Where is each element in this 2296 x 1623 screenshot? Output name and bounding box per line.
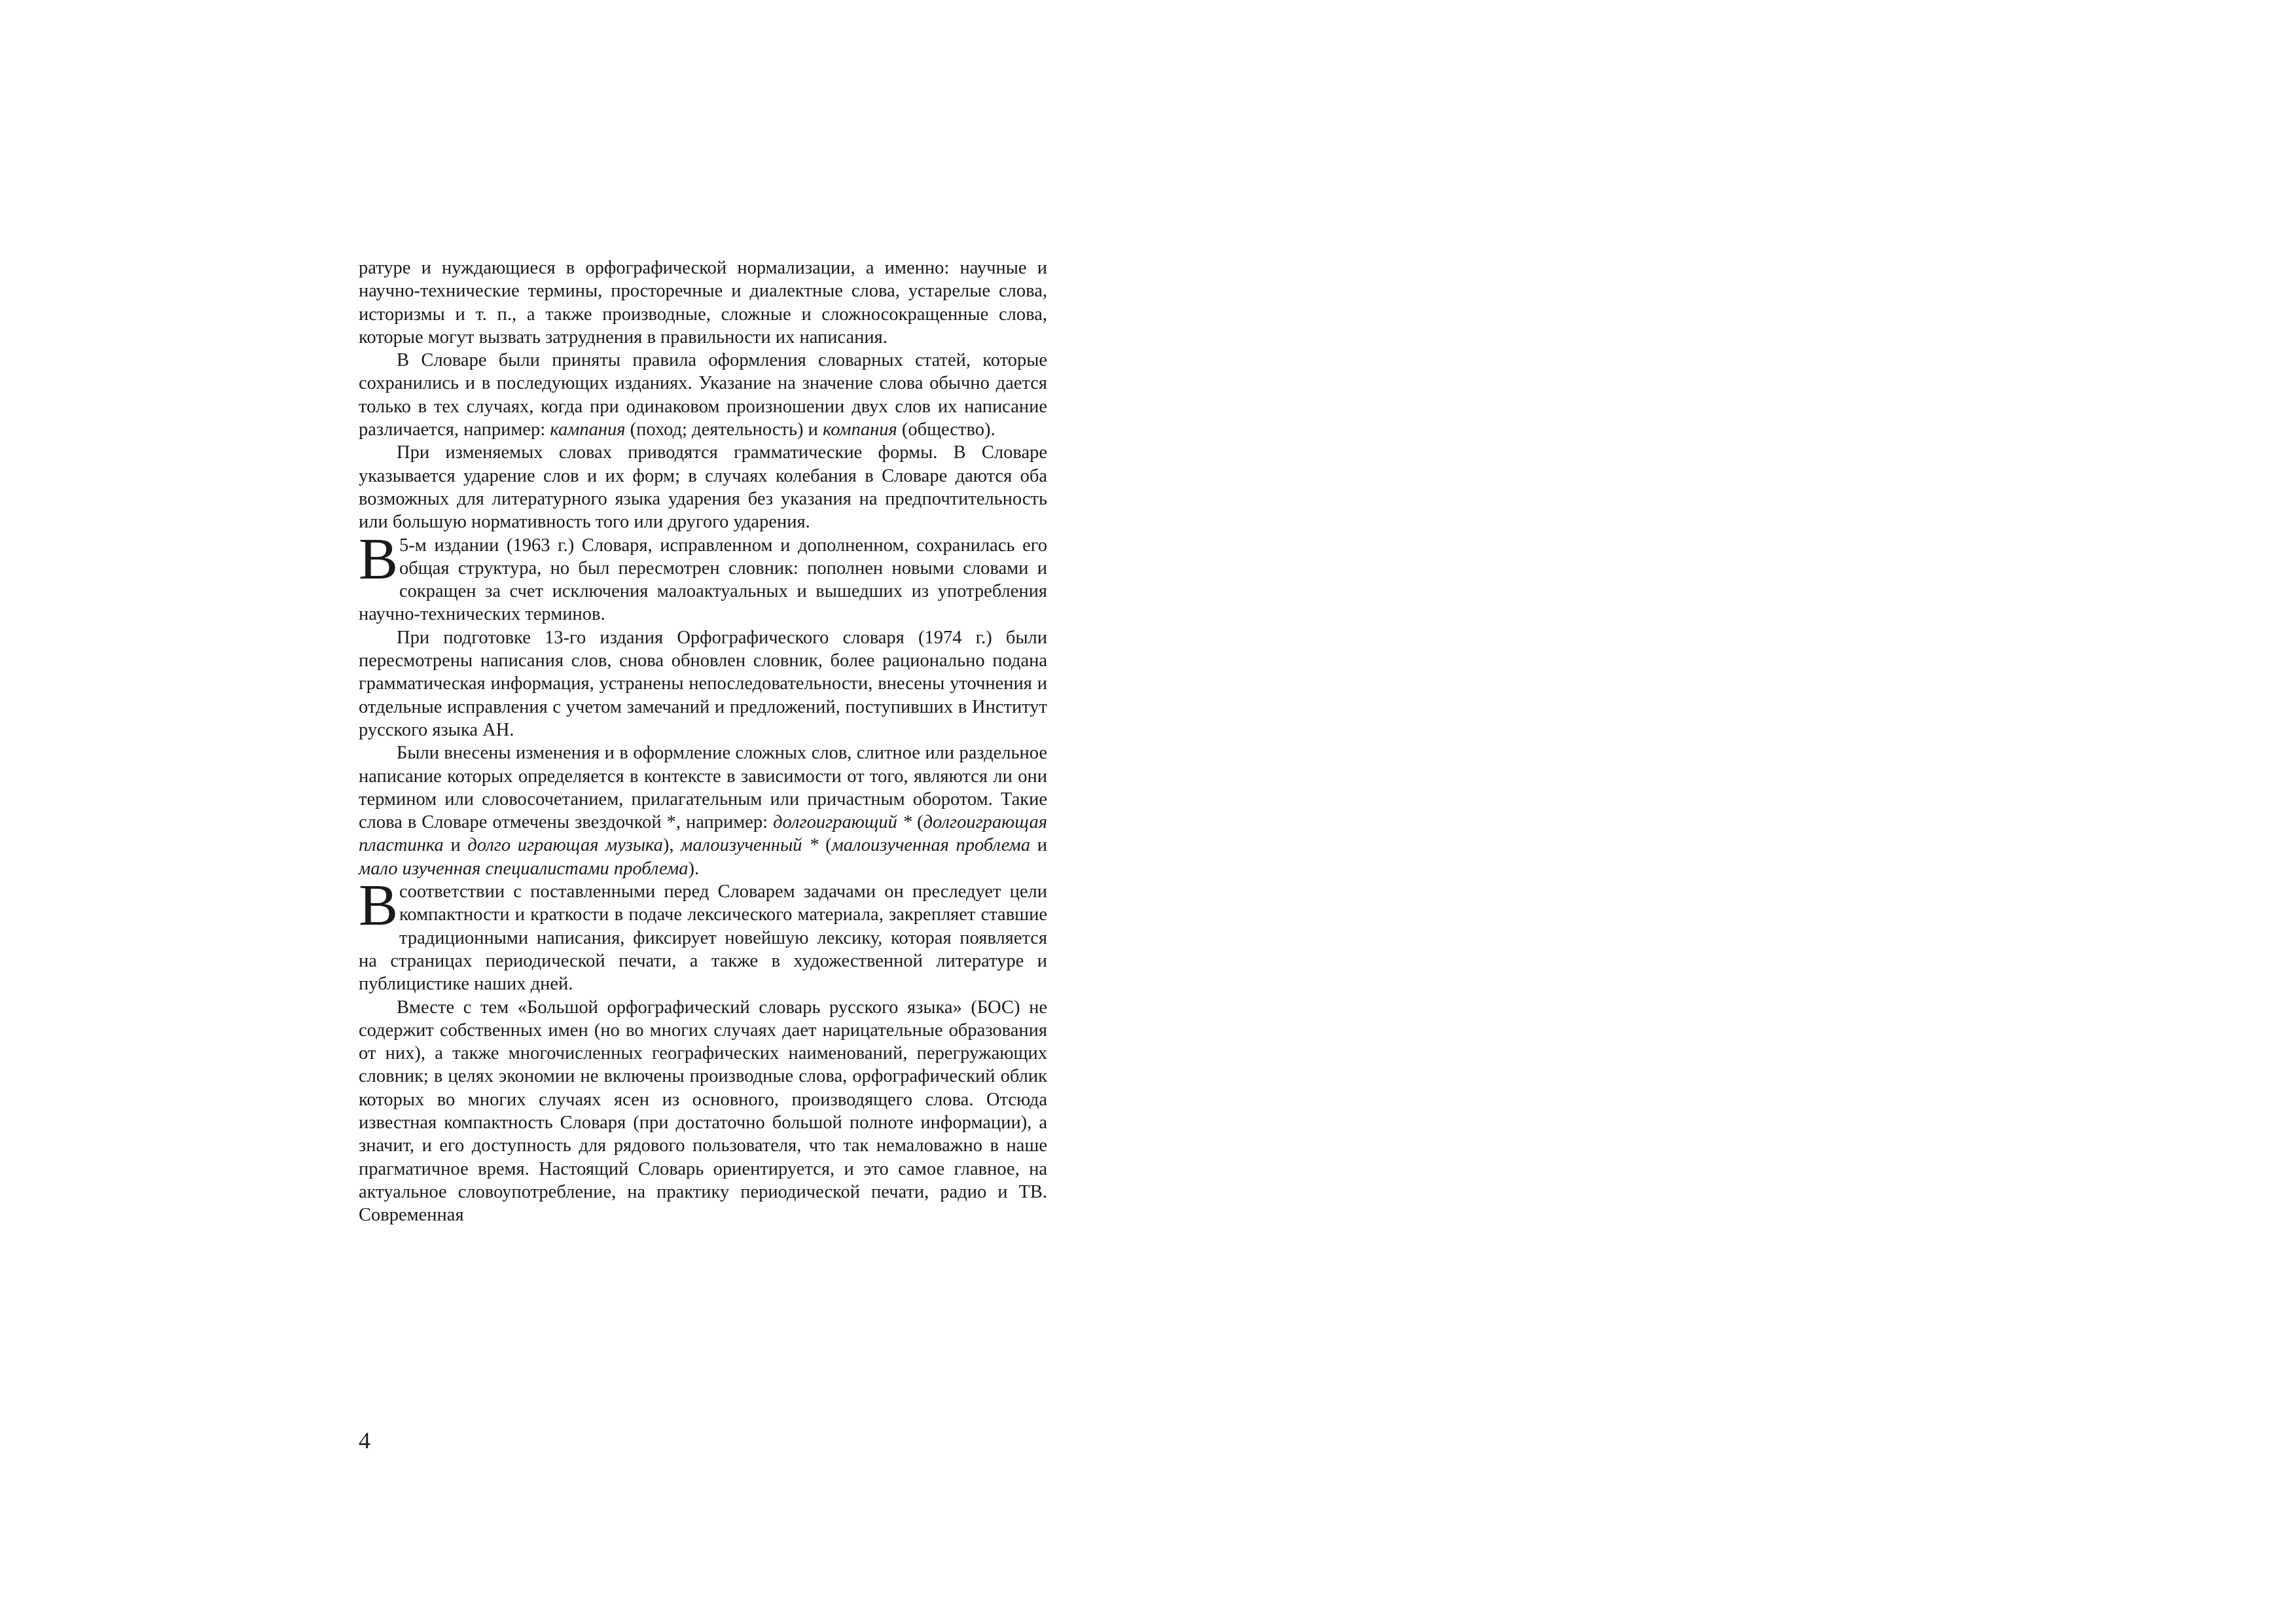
paragraph-grammatical-forms: При изменяемых словах приводятся грамматические формы. В Словаре указывается ударение слов и их форм; в случаях колебания в Словаре даются оба возможных для литературного языка ударения без указания на предпочтительность или большую нормативность того или другого ударения. [359,442,1047,533]
paragraph-article-format: В Словаре были приняты правила оформления словарных статей, которые сохранились и в последующих изданиях. Указание на значение слова обычно дается только в тех случаях, когда при одинаковом произношении двух слов их написание различается, например: кампания (поход; деятельность) и компания (общество). [359,350,1047,440]
paragraph-thirteenth-edition: При подготовке 13-го издания Орфографического словаря (1974 г.) были пересмотрены написания слов, снова обновлен словник, более рационально подана грамматическая информация, устранены непоследовательности, внесены уточнения и отдельные исправления с учетом замечаний и предложений, поступивших в Институт русского языка АН. [359,627,1047,740]
paragraph-dictionary-goals: В соответствии с поставленными перед Словарем задачами он преследует цели компактности и краткости в подаче лексического материала, закрепляет ставшие традиционными написания, фиксирует новейшую лексику, которая появляется на страницах периодической печати, а также в художественной литературе и публицистике наших дней. [359,873,1047,995]
page-number: 4 [359,1427,370,1454]
paragraph-bos-description: Вместе с тем «Большой орфографический словарь русского языка» (БОС) не содержит собственных имен (но во многих случаях дает нарицательные образования от них), а также многочисленных географических наименований, перегружающих словник; в целях экономии не включены производные слова, орфографический облик которых во многих случаях ясен из основного, производящего слова. Отсюда известная компактность Словаря (при достаточно большой полноте информации), а значит, и его доступность для рядового пользователя, что так немаловажно в наше прагматичное время. Настоящий Словарь ориентируется, и это самое главное, на актуальное словоупотребление, на практику периодической печати, радио и ТВ. Современная [359,997,1047,1226]
paragraph-continuation: ратуре и нуждающиеся в орфографической нормализации, а именно: научные и научно-технические термины, просторечные и диалектные слова, устарелые слова, историзмы и т. п., а также производные, сложные и сложносокращенные слова, которые могут вызвать затруднения в правильности их написания. [359,258,1047,348]
page-text-column [359,257,1047,1226]
drop-cap-letter: В [359,873,399,938]
drop-cap-letter: В [359,526,399,592]
paragraph-compound-words: Были внесены изменения и в оформление сложных слов, слитное или раздельное написание которых определяется в контексте в зависимости от того, являются ли они термином или словосочетанием, прилагательным или причастным оборотом. Такие слова в Словаре отмечены звездочкой *, например: долгоиграющий * (долгоиграющая пластинка и долго играющая музыка), малоизученный * (малоизученная проблема и мало изученная специалистами проблема). [359,743,1048,879]
paragraph-fifth-edition: В 5-м издании (1963 г.) Словаря, исправленном и дополненном, сохранилась его общая структура, но был пересмотрен словник: пополнен новыми словами и сокращен за счет исключения малоактуальных и вышедших из употребления научно-технических терминов. [359,526,1047,625]
